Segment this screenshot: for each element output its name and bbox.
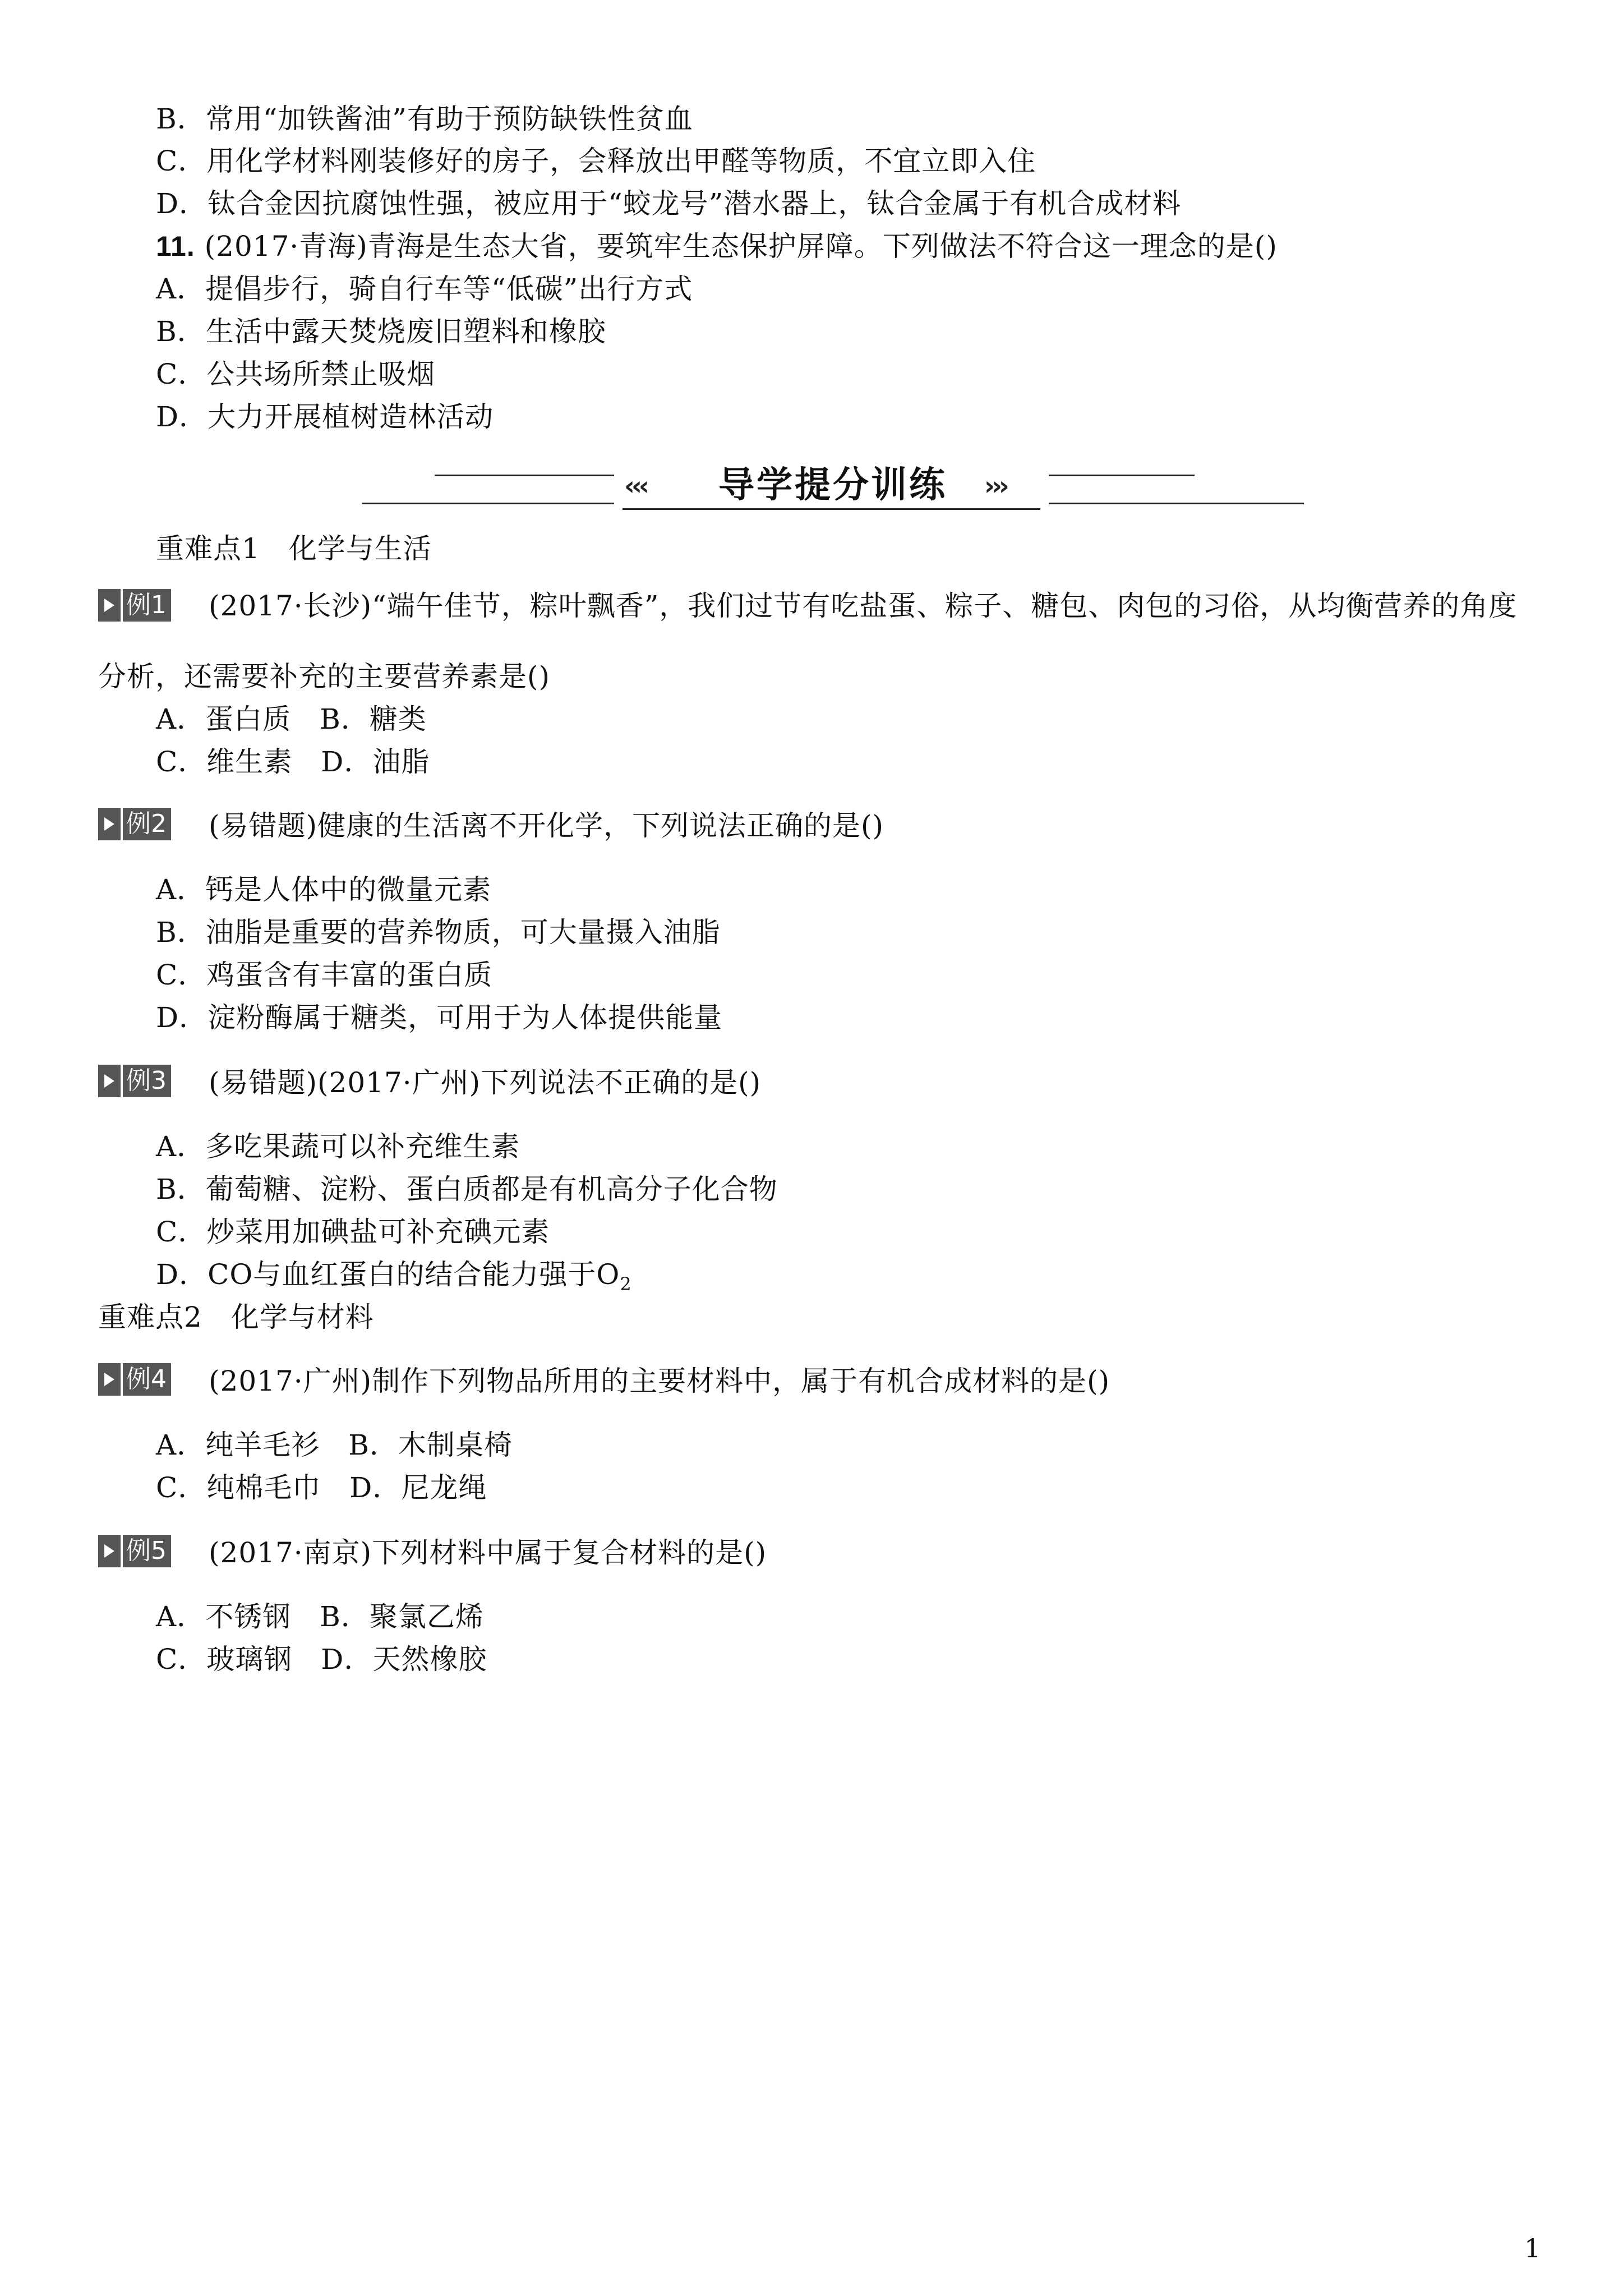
options-row: A．纯羊毛衫 B．木制桌椅 [156, 1429, 513, 1461]
question-11 [156, 229, 1278, 263]
option-d [156, 1258, 632, 1301]
example-badge [98, 589, 171, 622]
options-row: C．维生素 D．油脂 [156, 746, 430, 778]
chevron-left-icon: ‹‹‹ [624, 471, 646, 501]
example-text: (易错题)(2017·广州)下列说法不正确的是() [209, 1066, 762, 1099]
option-b: B．油脂是重要的营养物质，可大量摄入油脂 [156, 916, 721, 949]
option-c: C．鸡蛋含有丰富的蛋白质 [156, 959, 493, 991]
option-a: A．提倡步行，骑自行车等“低碳”出行方式 [156, 273, 693, 305]
options-row: C．纯棉毛巾 D．尼龙绳 [156, 1471, 487, 1504]
play-icon [104, 1373, 114, 1386]
option-b: B．常用“加铁酱油”有助于预防缺铁性贫血 [156, 103, 693, 135]
options-row: A．不锈钢 B．聚氯乙烯 [156, 1600, 484, 1633]
option-c: C．炒菜用加碘盐可补充碘元素 [156, 1216, 550, 1248]
example-text: (2017·南京)下列材料中属于复合材料的是() [209, 1536, 767, 1569]
option-b: B．葡萄糖、淀粉、蛋白质都是有机高分子化合物 [156, 1173, 778, 1205]
play-icon [104, 1074, 114, 1088]
section-heading: 重难点2 化学与材料 [98, 1301, 374, 1333]
play-icon [104, 599, 114, 612]
example-label: 例1 [123, 589, 171, 622]
example-text-continued: 分析，还需要补充的主要营养素是() [98, 660, 551, 693]
banner-rule-left-upper [435, 475, 614, 476]
option-a: A．多吃果蔬可以补充维生素 [156, 1130, 520, 1163]
options-row: A．蛋白质 B．糖类 [156, 703, 427, 735]
example-badge [98, 1065, 171, 1097]
subscript: 2 [620, 1273, 632, 1295]
example-label: 例2 [123, 808, 171, 840]
option-a: A．钙是人体中的微量元素 [156, 873, 492, 906]
play-icon [104, 1544, 114, 1558]
option-d: D．淀粉酶属于糖类，可用于为人体提供能量 [156, 1001, 723, 1034]
chevron-right-icon: ››› [984, 471, 1006, 501]
option-d: D．大力开展植树造林活动 [156, 401, 494, 433]
banner-title: 导学提分训练 [718, 464, 947, 506]
banner-rule-right-upper [1049, 475, 1195, 476]
option-b: B．生活中露天焚烧废旧塑料和橡胶 [156, 315, 606, 348]
banner-rule-right-lower [1049, 503, 1304, 504]
example-text: (易错题)健康的生活离不开化学，下列说法正确的是() [209, 809, 884, 842]
option-d-text: D．CO与血红蛋白的结合能力强于O [156, 1258, 620, 1291]
example-text: (2017·长沙)“端午佳节，粽叶飘香”，我们过节有吃盐蛋、粽子、糖包、肉包的习俗，从均衡营养的角度 [209, 590, 1518, 622]
example-label: 例4 [123, 1363, 171, 1396]
question-text: (2017·青海)青海是生态大省，要筑牢生态保护屏障。下列做法不符合这一理念的是() [204, 230, 1278, 263]
example-badge [98, 808, 171, 840]
option-d: D．钛合金因抗腐蚀性强，被应用于“蛟龙号”潜水器上，钛合金属于有机合成材料 [156, 187, 1182, 220]
example-label: 例5 [123, 1535, 171, 1567]
option-c: C．公共场所禁止吸烟 [156, 358, 436, 390]
example-label: 例3 [123, 1065, 171, 1097]
page-number: 1 [1524, 2233, 1541, 2263]
banner-rule-left-lower [362, 503, 614, 504]
question-number: 11. [156, 231, 195, 262]
example-badge [98, 1363, 171, 1396]
section-banner [362, 464, 1304, 509]
play-icon [104, 817, 114, 831]
section-heading: 重难点1 化学与生活 [156, 532, 432, 565]
banner-title-underline [623, 508, 1040, 510]
example-text: (2017·广州)制作下列物品所用的主要材料中，属于有机合成材料的是() [209, 1365, 1110, 1397]
options-row: C．玻璃钢 D．天然橡胶 [156, 1643, 487, 1676]
example-badge [98, 1535, 171, 1567]
option-c: C．用化学材料刚装修好的房子，会释放出甲醛等物质，不宜立即入住 [156, 145, 1036, 177]
